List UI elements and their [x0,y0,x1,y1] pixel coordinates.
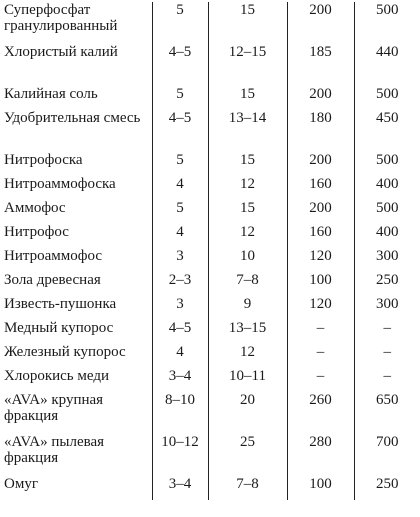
value-cell: 13–15 [208,320,287,344]
fertilizer-name-cell: Хлорокись меди [4,368,109,384]
table-row [0,392,420,434]
value-cell: 100 [287,272,354,296]
value-cell: 400 [354,176,420,200]
value-cell: 300 [354,248,420,272]
value-cell: 4–5 [152,320,208,344]
table-row [0,86,420,110]
value-cell: 12 [208,176,287,200]
fertilizer-name-cell: Медный купорос [4,320,114,336]
fertilizer-name-cell: Зола древесная [4,272,101,288]
table-row [0,110,420,152]
value-cell: 10–11 [208,368,287,392]
table-row [0,44,420,86]
value-cell: 9 [208,296,287,320]
value-cell: 200 [287,200,354,224]
value-cell: 7–8 [208,476,287,500]
value-cell: 5 [152,200,208,224]
fertilizer-name-cell: Известь-пушонка [4,296,117,312]
table-row [0,200,420,224]
value-cell: 500 [354,152,420,176]
value-cell: 440 [354,44,420,86]
fertilizer-name-cell: Нитроаммофоска [4,176,116,192]
value-cell: 10–12 [152,434,208,476]
table-row [0,224,420,248]
table-row [0,476,420,500]
table-row [0,248,420,272]
value-cell: 3–4 [152,476,208,500]
table-row [0,320,420,344]
value-cell: 160 [287,224,354,248]
table-row [0,344,420,368]
value-cell: 120 [287,248,354,272]
value-cell: 13–14 [208,110,287,152]
value-cell: 700 [354,434,420,476]
value-cell: 100 [287,476,354,500]
value-cell: 15 [208,86,287,110]
value-cell: 160 [287,176,354,200]
value-cell: 3–4 [152,368,208,392]
value-cell: 4 [152,176,208,200]
value-cell: 450 [354,110,420,152]
fertilizer-name-cell: Суперфосфат гранулированный [4,2,118,34]
value-cell: 200 [287,2,354,44]
value-cell: 8–10 [152,392,208,434]
value-cell: 7–8 [208,272,287,296]
value-cell: 3 [152,296,208,320]
value-cell: 12 [208,224,287,248]
table-row [0,176,420,200]
value-cell: – [287,344,354,368]
fertilizer-name-cell: «AVA» крупная фракция [4,392,104,424]
table-row [0,272,420,296]
value-cell: 15 [208,2,287,44]
value-cell: 4–5 [152,44,208,86]
table-row [0,296,420,320]
value-cell: – [287,320,354,344]
fertilizer-name-cell: Хлористый калий [4,44,118,60]
fertilizer-name-cell: «AVA» пылевая фракция [4,434,105,466]
value-cell: 12–15 [208,44,287,86]
value-cell: 250 [354,272,420,296]
value-cell: 280 [287,434,354,476]
value-cell: 260 [287,392,354,434]
fertilizer-name-cell: Омуг [4,476,38,492]
value-cell: 500 [354,2,420,44]
value-cell: 300 [354,296,420,320]
value-cell: 200 [287,86,354,110]
value-cell: 4 [152,344,208,368]
value-cell: 120 [287,296,354,320]
value-cell: 5 [152,86,208,110]
value-cell: – [354,344,420,368]
table-row [0,434,420,476]
fertilizer-name-cell: Нитроаммофос [4,248,102,264]
value-cell: 2–3 [152,272,208,296]
value-cell: 180 [287,110,354,152]
value-cell: 15 [208,200,287,224]
value-cell: 10 [208,248,287,272]
value-cell: 25 [208,434,287,476]
fertilizer-name-cell: Удобрительная смесь [4,110,141,126]
fertilizer-name-cell: Аммофос [4,200,66,216]
fertilizer-name-cell: Нитрофоска [4,152,83,168]
value-cell: 400 [354,224,420,248]
fertilizer-name-cell: Калийная соль [4,86,98,102]
fertilizer-name-cell: Нитрофос [4,224,69,240]
fertilizer-name-cell: Железный купорос [4,344,126,360]
value-cell: 5 [152,2,208,44]
value-cell: 12 [208,344,287,368]
value-cell: 4–5 [152,110,208,152]
table-row [0,2,420,44]
value-cell: 250 [354,476,420,500]
value-cell: 500 [354,200,420,224]
value-cell: – [354,320,420,344]
table-row [0,152,420,176]
value-cell: 185 [287,44,354,86]
value-cell: 15 [208,152,287,176]
fertilizer-table [0,2,420,500]
value-cell: 5 [152,152,208,176]
value-cell: 3 [152,248,208,272]
value-cell: – [354,368,420,392]
value-cell: 650 [354,392,420,434]
value-cell: 500 [354,86,420,110]
value-cell: 200 [287,152,354,176]
table-row [0,368,420,392]
value-cell: 4 [152,224,208,248]
value-cell: 20 [208,392,287,434]
value-cell: – [287,368,354,392]
